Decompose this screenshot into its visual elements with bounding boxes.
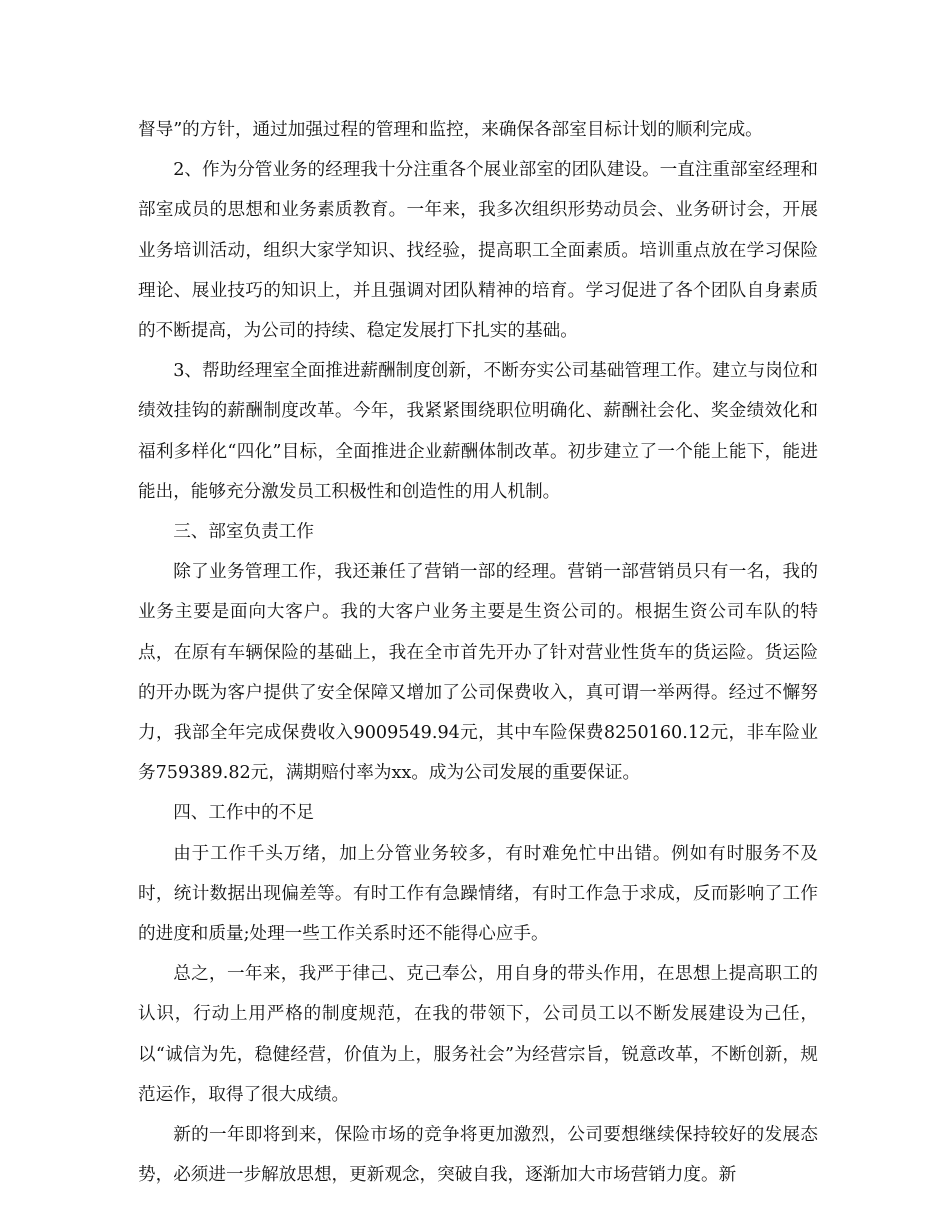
- paragraph-new-year: 新的一年即将到来，保险市场的竞争将更加激烈，公司要想继续保持较好的发展态势，必须进一步解放思想，更新观念，突破自我，逐渐加大市场营销力度。新: [138, 1125, 818, 1186]
- document-body: [138, 110, 818, 1195]
- paragraph-team-building: 2、作为分管业务的经理我十分注重各个展业部室的团队建设。一直注重部室经理和部室成员的思想和业务素质教育。一年来，我多次组织形势动员会、业务研讨会，开展业务培训活动，组织大家学知识、找经验，提高职工全面素质。培训重点放在学习保险理论、展业技巧的知识上，并且强调对团队精神的培育。学习促进了各个团队自身素质的不断提高，为公司的持续、稳定发展打下扎实的基础。: [138, 160, 818, 342]
- section-heading-shortcomings: 四、工作中的不足: [173, 803, 314, 824]
- paragraph-salary-reform: 3、帮助经理室全面推进薪酬制度创新，不断夯实公司基础管理工作。建立与岗位和绩效挂钩的薪酬制度改革。今年，我紧紧围绕职位明确化、薪酬社会化、奖金绩效化和福利多样化“四化”目标，全面推进企业薪酬体制改革。初步建立了一个能上能下，能进能出，能够充分激发员工积极性和创造性的用人机制。: [138, 361, 818, 502]
- paragraph-department-work: 除了业务管理工作，我还兼任了营销一部的经理。营销一部营销员只有一名，我的业务主要是面向大客户。我的大客户业务主要是生资公司的。根据生资公司车队的特点，在原有车辆保险的基础上，我在全市首先开办了针对营业性货车的货运险。货运险的开办既为客户提供了安全保障又增加了公司保费收入，真可谓一举两得。经过不懈努力，我部全年完成保费收入9009549.94元，其中车险保费8250160.12元，非车险业务759389.82元，满期赔付率为xx。成为公司发展的重要保证。: [138, 562, 818, 784]
- paragraph-shortcomings: 由于工作千头万绪，加上分管业务较多，有时难免忙中出错。例如有时服务不及时，统计数据出现偏差等。有时工作有急躁情绪，有时工作急于求成，反而影响了工作的进度和质量;处理一些工作关系时还不能得心应手。: [138, 843, 818, 945]
- paragraph-summary: 总之，一年来，我严于律己、克己奉公，用自身的带头作用，在思想上提高职工的认识，行动上用严格的制度规范，在我的带领下，公司员工以不断发展建设为己任，以“诚信为先，稳健经营，价值为上，服务社会”为经营宗旨，锐意改革，不断创新，规范运作，取得了很大成绩。: [138, 964, 818, 1105]
- section-heading-department-work: 三、部室负责工作: [173, 522, 314, 543]
- paragraph-continuation: 督导”的方针，通过加强过程的管理和监控，来确保各部室目标计划的顺利完成。: [138, 120, 763, 140]
